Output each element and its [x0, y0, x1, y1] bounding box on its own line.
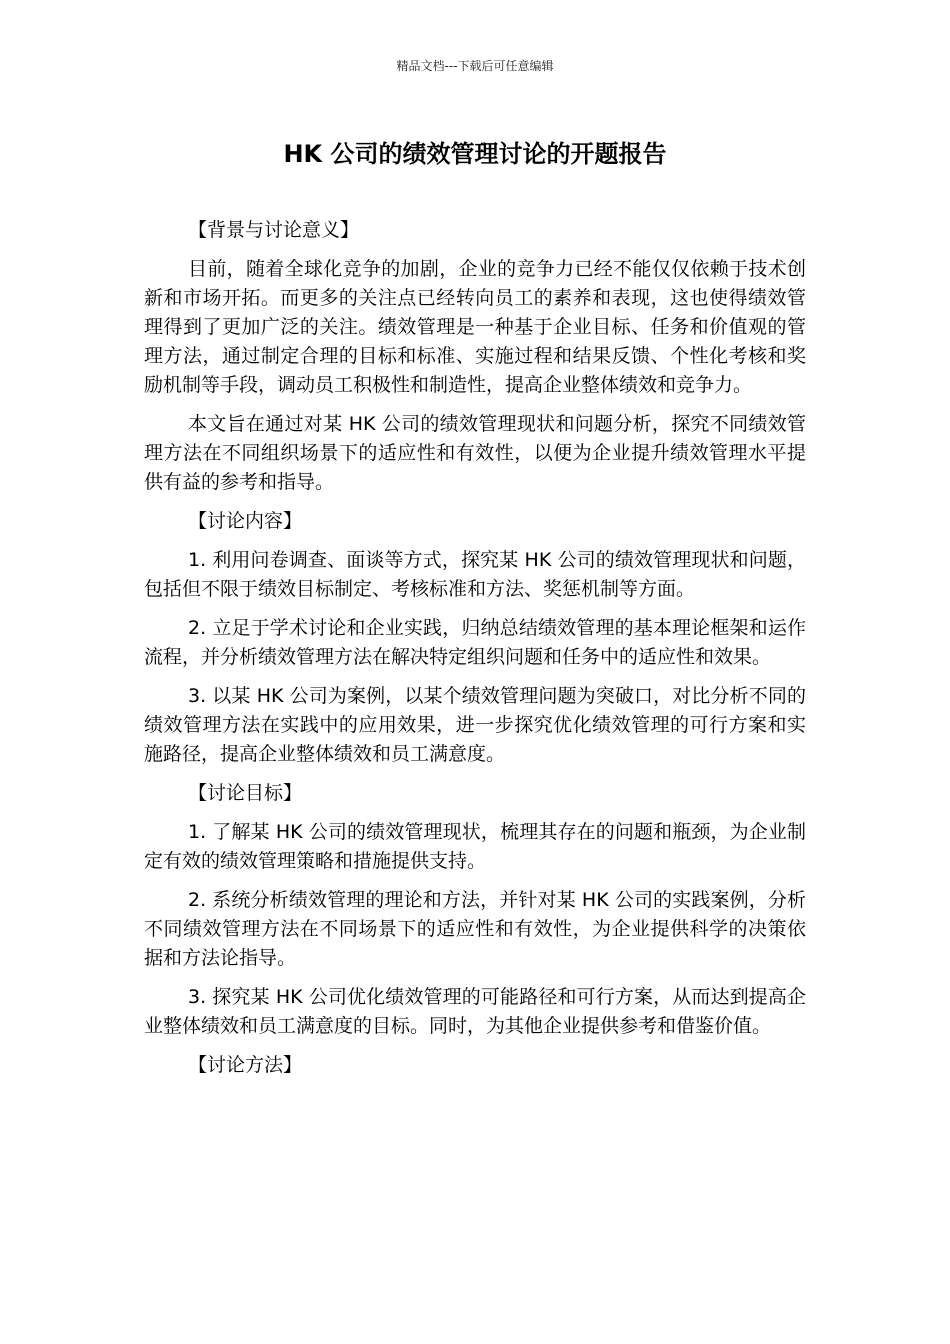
- paragraph: 1. 了解某 HK 公司的绩效管理现状，梳理其存在的问题和瓶颈，为企业制定有效的绩效管理策略和措施提供支持。: [144, 821, 806, 872]
- paragraph: 目前，随着全球化竞争的加剧，企业的竞争力已经不能仅仅依赖于技术创新和市场开拓。而更多的关注点已经转向员工的素养和表现，这也使得绩效管理得到了更加广泛的关注。绩效管理是一种基于企业目标、任务和价值观的管理方法，通过制定合理的目标和标准、实施过程和结果反馈、个性化考核和奖励机制等手段，调动员工积极性和制造性，提高企业整体绩效和竞争力。: [144, 258, 806, 396]
- page-header-note: 精品文档---下载后可任意编辑: [396, 59, 554, 73]
- document-title: HK 公司的绩效管理讨论的开题报告: [283, 140, 667, 168]
- section-heading: 【讨论目标】: [188, 782, 303, 804]
- paragraph: 2. 立足于学术讨论和企业实践，归纳总结绩效管理的基本理论框架和运作流程，并分析绩效管理方法在解决特定组织问题和任务中的适应性和效果。: [144, 617, 806, 668]
- section-heading: 【讨论内容】: [188, 510, 303, 532]
- paragraph: 3. 以某 HK 公司为案例，以某个绩效管理问题为突破口，对比分析不同的绩效管理方法在实践中的应用效果，进一步探究优化绩效管理的可行方案和实施路径，提高企业整体绩效和员工满意度。: [144, 685, 806, 765]
- paragraph: 2. 系统分析绩效管理的理论和方法，并针对某 HK 公司的实践案例，分析不同绩效管理方法在不同场景下的适应性和有效性，为企业提供科学的决策依据和方法论指导。: [144, 889, 806, 969]
- paragraph: 3. 探究某 HK 公司优化绩效管理的可能路径和可行方案，从而达到提高企业整体绩效和员工满意度的目标。同时，为其他企业提供参考和借鉴价值。: [144, 986, 806, 1037]
- document-body: [144, 216, 806, 1090]
- section-content: [144, 507, 806, 769]
- section-methods: [144, 1051, 806, 1080]
- section-goals: [144, 779, 806, 1041]
- section-background: [144, 216, 806, 497]
- paragraph: 本文旨在通过对某 HK 公司的绩效管理现状和问题分析，探究不同绩效管理方法在不同组织场景下的适应性和有效性，以便为企业提升绩效管理水平提供有益的参考和指导。: [144, 413, 806, 493]
- paragraph: 1. 利用问卷调查、面谈等方式，探究某 HK 公司的绩效管理现状和问题，包括但不限于绩效目标制定、考核标准和方法、奖惩机制等方面。: [144, 549, 806, 600]
- section-heading: 【背景与讨论意义】: [188, 219, 360, 241]
- section-heading: 【讨论方法】: [188, 1054, 303, 1076]
